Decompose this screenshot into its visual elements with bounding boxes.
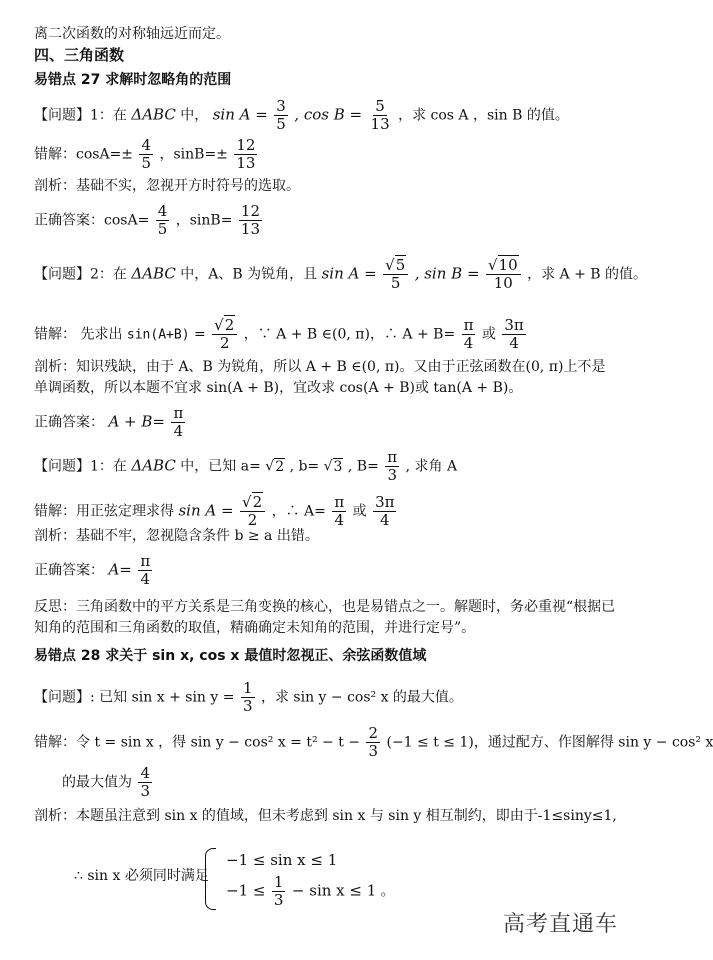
q3-wrong-radicand: 2 [252, 493, 263, 511]
p28-cond2-den: 3 [273, 891, 284, 909]
p27-q2-correct-answer [34, 405, 187, 440]
p28-q-label: 【问题】: 已知 sin x + sin y = [34, 689, 235, 706]
p28-q-fraction [241, 680, 255, 715]
q3-wrong-num: √2 [240, 494, 265, 512]
error-point-28-title: 易错点 28 求关于 sin x, cos x 最值时忽视正、余弦函数值域 [34, 648, 427, 664]
q1-triangle: ΔABC [131, 105, 176, 124]
p28-cond2-a: −1 ≤ [226, 881, 266, 900]
q2-sinB-radicand: 10 [498, 256, 518, 274]
p27-q1-correct-answer [34, 203, 264, 238]
q3-wrong-fraction [240, 494, 265, 529]
q1-wrong-a-num: 4 [141, 136, 152, 154]
q3-b-radicand: 3 [333, 458, 343, 475]
q2-correct-den: 4 [173, 422, 184, 440]
q2-correct-label: 正确答案： [34, 414, 104, 431]
p28-condition-2 [226, 874, 395, 909]
q1-mid: 中， [180, 107, 209, 124]
q1-correct-b-den: 13 [240, 220, 260, 238]
q3-correct-fraction [138, 553, 152, 588]
p28-wrong-den: 3 [368, 742, 379, 760]
q2-wrong-num: √2 [212, 317, 237, 335]
q3-B-num: π [387, 448, 398, 466]
continued-text-line: 离二次函数的对称轴远近而定。 [34, 26, 230, 42]
q1-ask: ，求 cos A ，sin B 的值。 [398, 107, 569, 124]
p27-question-3 [34, 449, 457, 484]
q2-wrong-label: 错解： 先求出 [34, 326, 123, 343]
q1-correct-b-num: 12 [240, 202, 260, 220]
q1-cosB-fraction [369, 98, 392, 133]
q1-correct-mid: ，sinB= [175, 212, 233, 229]
q1-sinA-fraction [274, 98, 288, 133]
q1-label: 【问题】1：在 [34, 107, 127, 124]
q3-wrong-r2-den: 4 [380, 511, 390, 529]
p28-q-ask: ，求 sin y − cos² x 的最大值。 [260, 689, 463, 706]
p27-question-2 [34, 257, 647, 292]
q2-wrong-r2-den: 4 [509, 334, 519, 352]
p28-q-num: 1 [242, 679, 253, 697]
reflection-line-2: 知角的范围和三角函数的取值，精确确定未知角的范围，并进行定号”。 [34, 620, 476, 636]
q1-correct-a-den: 5 [157, 220, 168, 238]
q2-wrong-r1-fraction [462, 317, 476, 352]
p28-condition-1: −1 ≤ sin x ≤ 1 [226, 851, 338, 869]
q3-label: 【问题】1：在 [34, 458, 127, 475]
q3-wrong-r2-num: 3π [375, 493, 395, 511]
q2-triangle: ΔABC [131, 264, 176, 283]
q2-sinA-radicand: 5 [395, 256, 406, 274]
q2-wrong-r1-den: 4 [463, 334, 474, 352]
q3-wrong-label: 错解：用正弦定理求得 [34, 503, 174, 520]
section-title: 四、三角函数 [34, 46, 125, 64]
q3-wrong-r1-fraction [332, 494, 346, 529]
p28-wrong-fraction [366, 725, 380, 760]
q2-sinA-den: 5 [390, 274, 401, 292]
q2-mid: 中，A、B 为锐角，且 [180, 266, 318, 283]
q1-wrong-b-num: 12 [236, 136, 256, 154]
q2-sinB-fraction [486, 257, 521, 292]
q2-wrong-r2-num: 3π [504, 316, 524, 334]
q1-wrong-a-fraction [139, 137, 153, 172]
reflection-line-1: 反思：三角函数中的平方关系是三角变换的核心，也是易错点之一。解题时，务必重视“根据已 [34, 599, 616, 615]
p28-analysis: 剖析：本题虽注意到 sin x 的值域，但未考虑到 sin x 与 sin y 相互制约，即由于-1≤siny≤1, [34, 808, 617, 824]
q3-b-text: , b= [289, 458, 320, 475]
p28-question [34, 680, 463, 715]
q3-B-fraction [385, 449, 399, 484]
q2-wrong-r1-num: π [463, 316, 474, 334]
q3-wrong-r1-num: π [334, 493, 345, 511]
q1-cosB: , cos B = [294, 105, 363, 124]
p27-q3-analysis: 剖析：基础不牢，忽视隐含条件 b ≥ a 出错。 [34, 528, 319, 544]
q2-sinB-den: 10 [493, 274, 513, 292]
p28-wrong-b: (−1 ≤ t ≤ 1)，通过配方、作图解得 sin y − cos² x [386, 734, 713, 751]
p27-q1-wrong-solution [34, 137, 259, 172]
error-point-27-title: 易错点 27 求解时忽略角的范围 [34, 72, 232, 88]
q1-wrong-a-den: 5 [141, 154, 152, 172]
q2-sinA: sin A = [321, 264, 377, 283]
q2-correct-expr: A + B= [108, 412, 165, 431]
q2-sinB-num: √10 [486, 257, 521, 275]
q3-correct-label: 正确答案： [34, 562, 104, 579]
q3-b-sqrt: √3 [323, 458, 343, 475]
q3-wrong-r1-den: 4 [334, 511, 345, 529]
p28-therefore: ∴ sin x 必须同时满足 [74, 868, 209, 884]
q1-correct-a-fraction [156, 203, 170, 238]
q3-wrong-den: 2 [247, 511, 258, 529]
q2-wrong-den: 2 [219, 334, 230, 352]
q1-sinA: sin A = [212, 105, 268, 124]
p28-cond2-fraction [272, 874, 286, 909]
q2-wrong-or: 或 [481, 326, 496, 343]
p27-q2-analysis-line-1: 剖析：知识残缺，由于 A、B 为锐角，所以 A + B ∈(0, π)。又由于正弦函数在(0, π)上不是 [34, 359, 606, 375]
q2-sinB: , sin B = [414, 264, 480, 283]
p27-question-1 [34, 98, 569, 133]
q3-wrong-r2-fraction [373, 494, 396, 529]
p28-q-den: 3 [242, 697, 253, 715]
q2-wrong-fn: sin(A+B) [126, 327, 190, 343]
p27-q2-analysis-line-2: 单调函数，所以本题不宜求 sin(A + B)，宜改求 cos(A + B)或 tan(A + B)。 [34, 380, 523, 396]
q2-correct-num: π [173, 404, 184, 422]
q1-wrong-b-fraction [234, 137, 257, 172]
p28-wrong-a: 错解：令 t = sin x ，得 sin y − cos² x = t² − t − [34, 734, 361, 751]
p28-cond2-b: − sin x ≤ 1 [291, 881, 377, 900]
q1-cosB-den: 13 [370, 115, 390, 133]
q2-label: 【问题】2：在 [34, 266, 127, 283]
q1-correct-label: 正确答案：cosA= [34, 212, 150, 229]
q3-correct-den: 4 [140, 570, 151, 588]
q1-sinA-num: 3 [276, 97, 286, 115]
system-brace [205, 848, 216, 910]
q2-correct-fraction [171, 405, 185, 440]
q3-a-radicand: 2 [275, 458, 285, 475]
q1-wrong-label: 错解：cosA=± [34, 146, 134, 163]
p27-q1-analysis: 剖析：基础不实，忽视开方时符号的选取。 [34, 178, 300, 194]
q2-wrong-eq: = [193, 326, 206, 343]
q3-wrong-then: ，∴ A= [271, 503, 326, 520]
q3-ask: , 求角 A [405, 458, 458, 475]
q1-correct-a-num: 4 [157, 202, 168, 220]
q3-wrong-or: 或 [352, 503, 367, 520]
p27-q2-wrong-solution [34, 317, 528, 352]
q2-wrong-fraction [212, 317, 237, 352]
p28-max-den: 3 [140, 782, 150, 800]
q3-B-den: 3 [387, 466, 397, 484]
q3-a-sqrt: √2 [265, 458, 285, 475]
q1-wrong-b-den: 13 [236, 154, 256, 172]
p27-q3-correct-answer [34, 553, 154, 588]
q1-correct-b-fraction [239, 203, 262, 238]
q3-correct-expr: A= [108, 560, 132, 579]
q2-ask: ，求 A + B 的值。 [527, 266, 648, 283]
q2-wrong-radicand: 2 [224, 316, 235, 334]
q3-triangle: ΔABC [131, 456, 176, 475]
p28-cond2-num: 1 [273, 873, 284, 891]
p28-max-value [62, 765, 154, 800]
q1-wrong-mid: ，sinB=± [159, 146, 228, 163]
p28-end-mark: 。 [380, 883, 395, 900]
q1-cosB-num: 5 [375, 97, 385, 115]
p28-max-label: 的最大值为 [62, 774, 132, 791]
watermark: 高考直通车 [502, 912, 618, 937]
p28-max-fraction [138, 765, 152, 800]
q3-wrong-sin: sin A = [178, 501, 234, 520]
q2-wrong-cond: ，∵ A + B ∈(0, π)，∴ A + B= [243, 326, 456, 343]
p27-q3-wrong-solution [34, 494, 398, 529]
q3-correct-num: π [140, 552, 151, 570]
q3-B-text: , B= [347, 458, 379, 475]
q2-wrong-r2-fraction [502, 317, 525, 352]
p28-wrong-num: 2 [368, 724, 379, 742]
q3-mid: 中，已知 a= [180, 458, 261, 475]
q2-sinA-num: √5 [383, 257, 408, 275]
p28-wrong-solution [34, 725, 713, 760]
p28-max-num: 4 [140, 764, 150, 782]
q2-sinA-fraction [383, 257, 408, 292]
q1-sinA-den: 5 [276, 115, 286, 133]
